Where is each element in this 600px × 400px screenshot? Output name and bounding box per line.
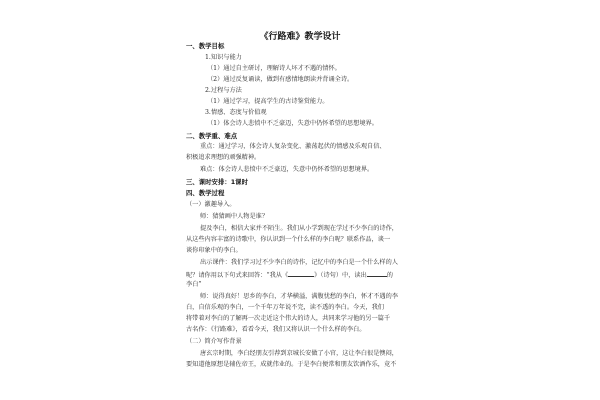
sentence-prompt-end: 的 bbox=[386, 272, 393, 279]
paragraph-line: 白，自信乐观的李白，一个千年万年说不完，读不透的李白。今天，我们 bbox=[186, 304, 384, 311]
objective-line: （1）通过自主研讨，理解诗人坏才不遇的情怀。 bbox=[207, 65, 341, 72]
fill-blank-quality bbox=[367, 270, 387, 277]
subheading-knowledge: 1.知识与能力 bbox=[205, 54, 242, 61]
fill-blank-poem bbox=[288, 270, 314, 277]
objective-line: （1）体会诗人悲愤中不乏豪迈，失意中仍怀希望的思想境界。 bbox=[207, 120, 378, 127]
section-heading-keypoints: 二、教学重、难点 bbox=[186, 132, 238, 140]
keypoint-line: 积极追求理想的顽强精神。 bbox=[186, 154, 261, 161]
objective-line: （1）通过学习，提高学生的古诗鉴赏能力。 bbox=[207, 98, 329, 105]
objective-line: （2）通过反复诵读，做到有感情地朗读并背诵全诗。 bbox=[207, 76, 354, 83]
subheading-values: 3.情感、态度与价值观 bbox=[205, 109, 267, 116]
sentence-prompt-middle: 》（诗句）中，读出 bbox=[314, 272, 367, 279]
keypoint-line: 重点：通过学习，体会诗人复杂变化、激荡起伏的情感及乐观自信、 bbox=[200, 143, 386, 150]
paragraph-line: 师：说得真好！思乡的李白，才华横溢，满腹忧愁的李白，怀才不遇的李 bbox=[200, 293, 398, 300]
section-heading-process: 四、教学过程 bbox=[186, 189, 225, 197]
paragraph-line: 提及李白，相信大家并不陌生。我们从小学到现在学过不少李白的诗作， bbox=[200, 225, 398, 232]
paragraph-line: 李白” bbox=[186, 281, 202, 288]
paragraph-line: 谈你印象中的李白。 bbox=[186, 247, 242, 254]
sentence-prompt-start: 呢？请你用以下句式来回答：“我从《 bbox=[186, 272, 289, 279]
paragraph-line: 从这些内容丰富的诗歌中，你认识到一个什么样的李白呢？联系作品，谈一 bbox=[186, 236, 391, 243]
paragraph-line: 唐玄宗时期，李白经朋友引荐到京城长安做了小官，这让李白很是懊闷， bbox=[200, 350, 398, 357]
paragraph-line: 师：猜猜画中人物是谁？ bbox=[200, 213, 269, 220]
section-heading-schedule: 三、课时安排：1课时 bbox=[186, 178, 248, 186]
section-heading-objectives: 一、教学目标 bbox=[186, 42, 225, 50]
subheading-process: 2.过程与方法 bbox=[205, 87, 242, 94]
keypoint-line: 难点：体会诗人悲愤中不乏豪迈，失意中仍怀希望的思想境界。 bbox=[200, 166, 374, 173]
paragraph-line: 出示课件：我们学习过不少李白的诗作，记忆中的李白是一个什么样的人 bbox=[200, 259, 398, 266]
step-heading-background: （二）简介写作背景 bbox=[186, 338, 242, 345]
paragraph-line bbox=[186, 270, 393, 280]
document-title: 《行路难》教学设计 bbox=[259, 32, 341, 42]
paragraph-line: 将带着对李白的了解再一次走近这个伟大的诗人，共同来学习他的另一篇千 bbox=[186, 315, 391, 322]
step-heading-intro: （一）激趣导入。 bbox=[186, 201, 236, 208]
paragraph-line: 古名作：《行路难》，看看今天，我们又将认识一个什么样的李白。 bbox=[186, 326, 366, 333]
paragraph-line: 要知道他原想是辅佐帝王，成就伟业的。于是李白便常和朋友饮酒作乐，竟不 bbox=[186, 361, 397, 368]
